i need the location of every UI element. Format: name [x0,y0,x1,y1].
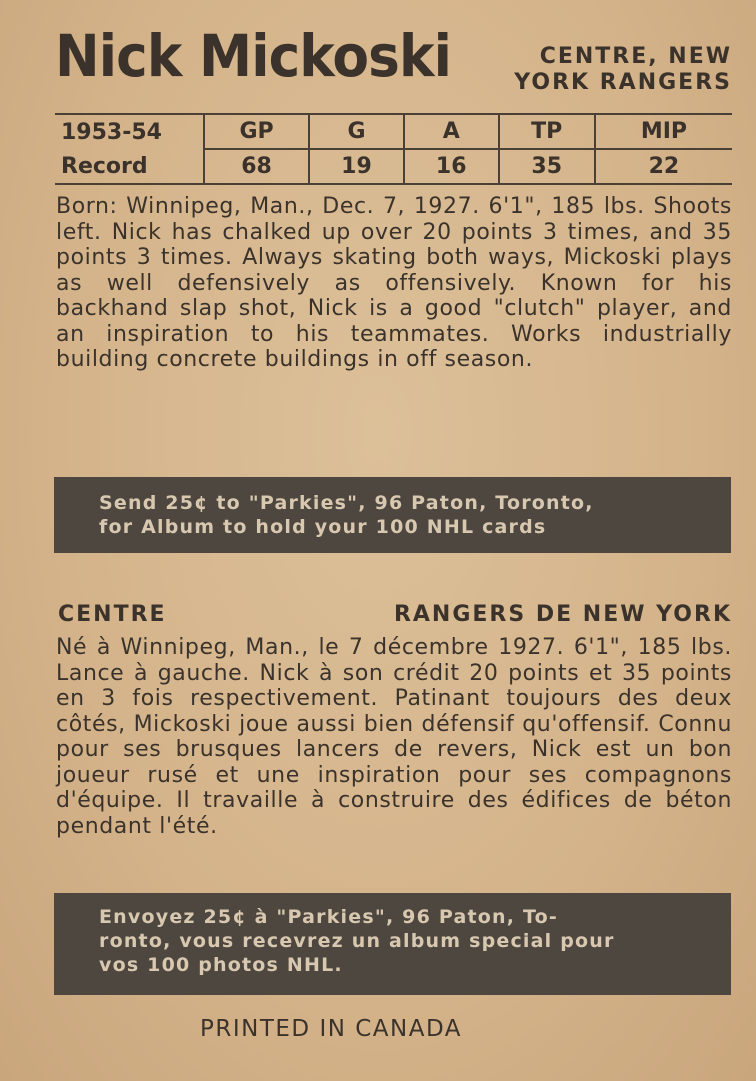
album-offer-en-line-2: for Album to hold your 100 NHL cards [99,516,547,538]
album-offer-fr-line-3: vos 100 photos NHL. [99,954,343,976]
stats-record-label: Record [61,153,148,179]
stat-header-mip: MIP [595,115,732,149]
stat-value-mip: 22 [595,149,732,183]
album-offer-fr-line-2: ronto, vous recevrez un album special pour [99,930,615,952]
album-offer-en-line-1: Send 25¢ to "Parkies", 96 Paton, Toronto, [99,492,594,514]
player-name: Nick Mickoski [55,22,451,90]
stat-header-a: A [404,115,499,149]
stat-value-tp: 35 [499,149,595,183]
printed-in-canada: PRINTED IN CANADA [200,1016,463,1042]
album-offer-fr-line-1: Envoyez 25¢ à "Parkies", 96 Paton, To- [99,906,558,928]
stats-season: 1953-54 [61,119,162,145]
stat-value-g: 19 [309,149,404,183]
stats-table [55,113,732,185]
position-line-2: YORK RANGERS [514,70,732,95]
album-offer-french [54,893,731,995]
french-team: RANGERS DE NEW YORK [393,602,732,627]
album-offer-english [54,477,731,553]
stat-header-g: G [309,115,404,149]
stat-header-tp: TP [499,115,595,149]
stats-header-row [55,115,732,149]
stat-header-gp: GP [204,115,309,149]
bio-french: Né à Winnipeg, Man., le 7 décembre 1927. 6'1", 185 lbs. Lance à gauche. Nick à son crédit 20 points et 35 points en 3 fois respectivement. Patinant toujours des deux côtés, Mickoski joue aussi bien défensif qu'offensif. Connu pour ses brusques lancers de revers, Nick est un bon joueur rusé et une inspiration pour ses compagnons d'équipe. Il travaille à construire des édifices de béton pendant l'été. [56,635,732,839]
stat-value-gp: 68 [204,149,309,183]
position-line-1: CENTRE, NEW [539,44,732,69]
stats-value-row [55,149,732,183]
stat-value-a: 16 [404,149,499,183]
bio-english: Born: Winnipeg, Man., Dec. 7, 1927. 6'1", 185 lbs. Shoots left. Nick has chalked up over 20 points 3 times, and 35 points 3 times. Always skating both ways, Mickoski plays as well defensively as offensively. Known for his backhand slap shot, Nick is a good "clutch" player, and an inspiration to his teammates. Works industrially building concrete buildings in off season. [56,194,732,372]
french-position: CENTRE [58,602,167,627]
french-header [58,602,732,627]
player-position-team [472,44,732,96]
